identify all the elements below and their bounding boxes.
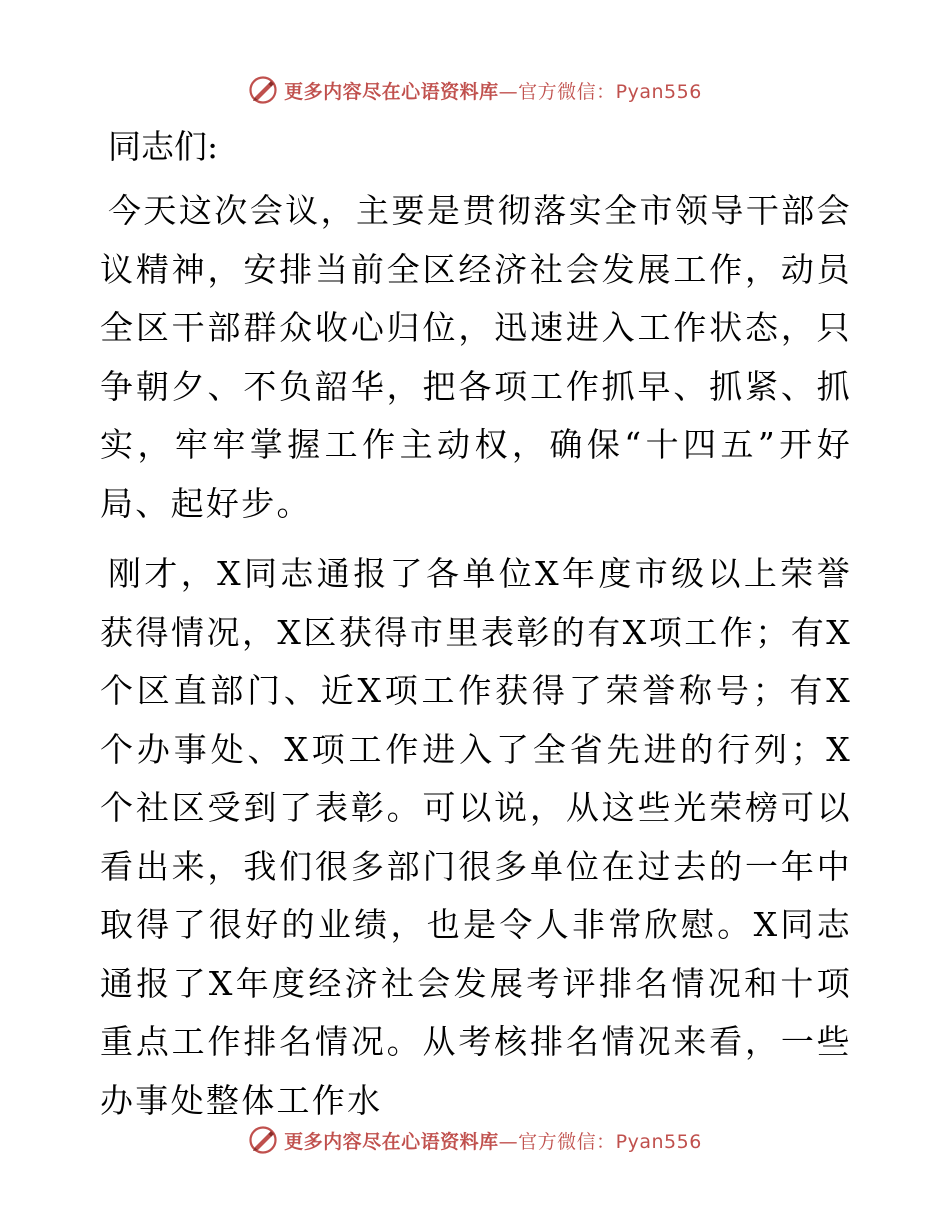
pen-logo-icon [248, 75, 278, 105]
header-banner-text [284, 77, 702, 104]
footer-banner[interactable] [0, 1120, 950, 1160]
footer-banner-text [284, 1127, 702, 1154]
header-banner-main: 更多内容尽在心语资料库 [284, 80, 499, 103]
footer-banner-tail: —官方微信：Pyan556 [498, 1130, 702, 1153]
document-body [100, 118, 852, 1142]
footer-banner-main: 更多内容尽在心语资料库 [284, 1130, 499, 1153]
header-banner[interactable] [0, 70, 950, 110]
pen-logo-icon [248, 1125, 278, 1155]
paragraph-1: 今天这次会议，主要是贯彻落实全市领导干部会议精神，安排当前全区经济社会发展工作，动员全区干部群众收心归位，迅速进入工作状态，只争朝夕、不负韶华，把各项工作抓早、抓紧、抓实，牢牢掌握工作主动权，确保“十四五”开好局、起好步。 [100, 191, 852, 523]
header-banner-tail: —官方微信：Pyan556 [498, 80, 702, 103]
paragraph-2: 刚才，X同志通报了各单位X年度市级以上荣誉获得情况，X区获得市里表彰的有X项工作；有X个区直部门、近X项工作获得了荣誉称号；有X个办事处、X项工作进入了全省先进的行列；X个社区受到了表彰。可以说，从这些光荣榜可以看出来，我们很多部门很多单位在过去的一年中取得了很好的业绩，也是令人非常欣慰。X同志通报了X年度经济社会发展考评排名情况和十项重点工作排名情况。从考核排名情况来看，一些办事处整体工作水 [100, 554, 852, 1120]
salutation: 同志们: [108, 127, 219, 166]
